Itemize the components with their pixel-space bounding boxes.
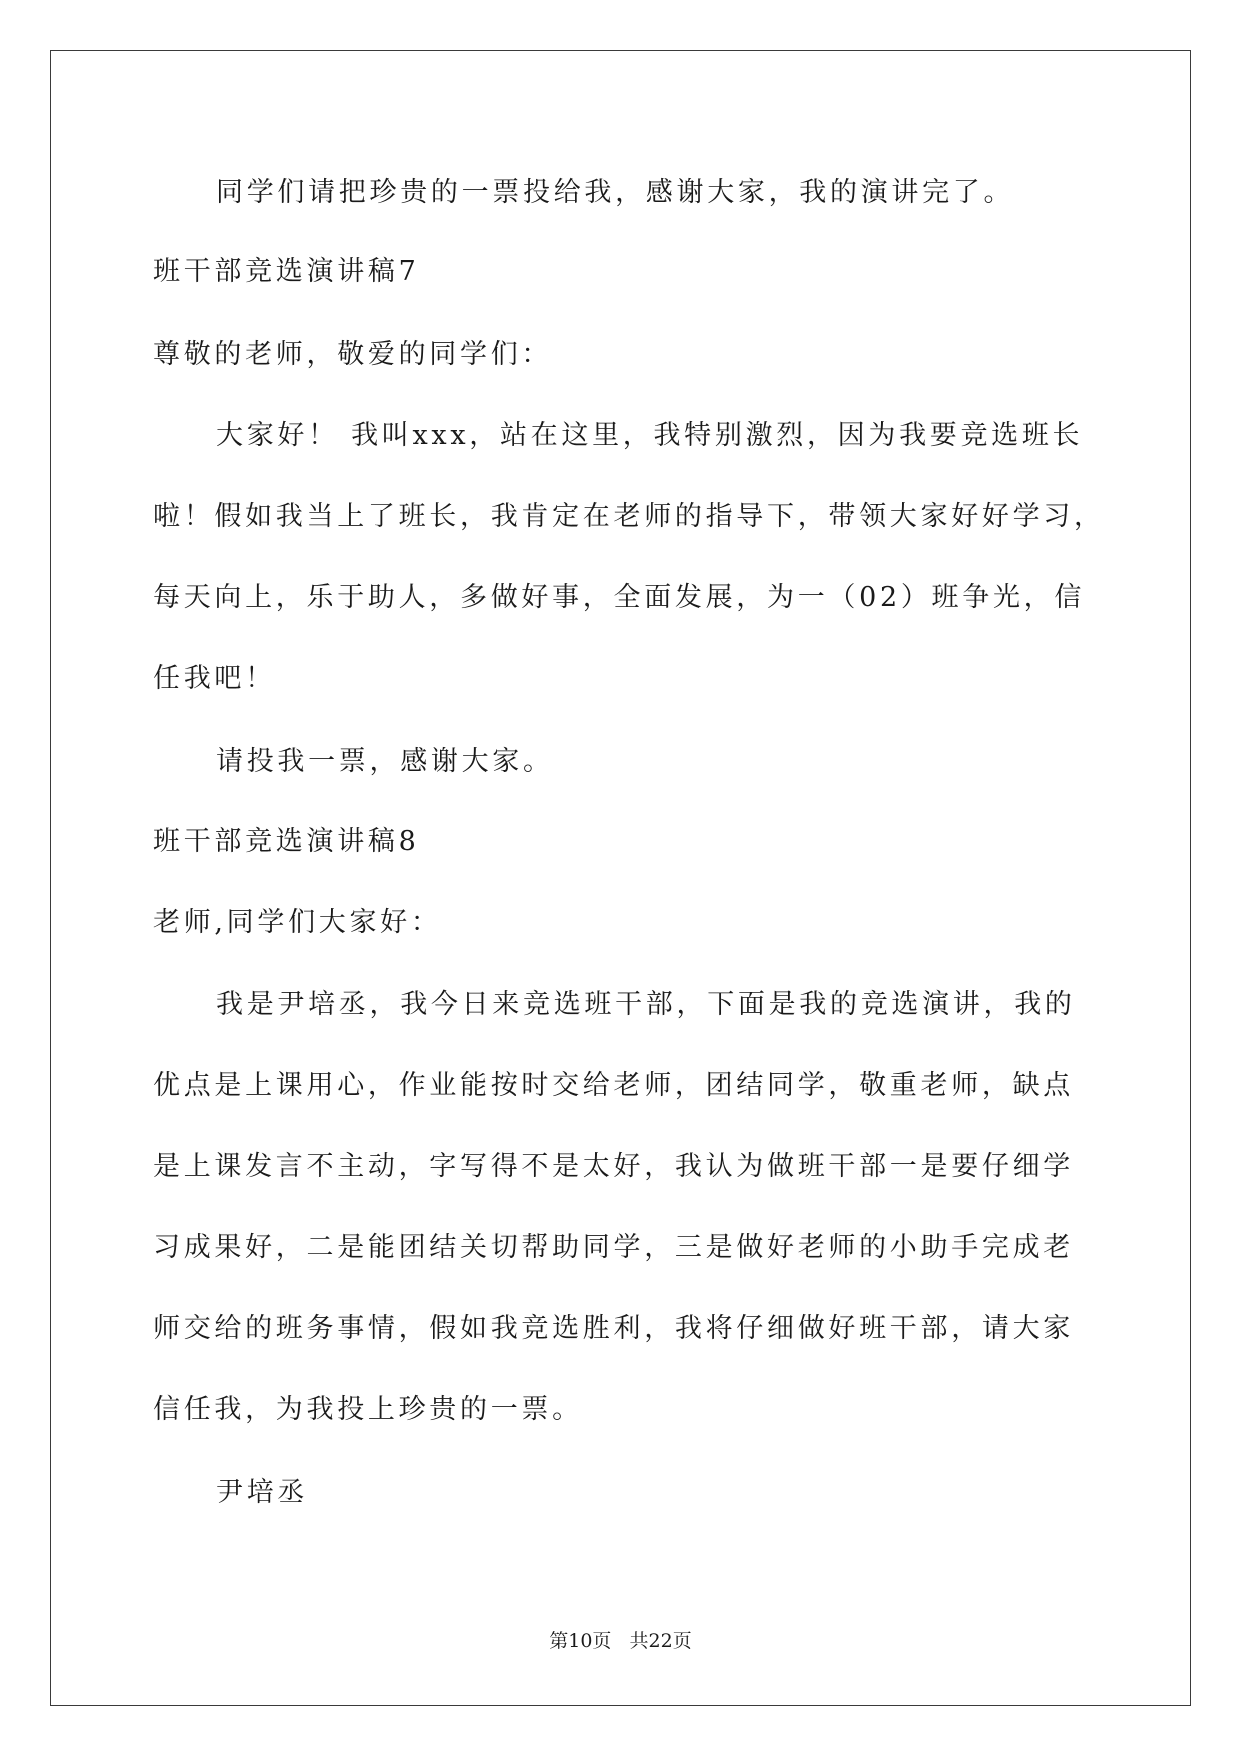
page-number-footer: 第10页 共22页: [549, 1630, 692, 1652]
section-heading-7: 班干部竞选演讲稿7: [153, 256, 420, 287]
paragraph-line: 优点是上课用心，作业能按时交给老师，团结同学，敬重老师，缺点: [153, 1070, 1074, 1101]
paragraph-line: 啦！假如我当上了班长，我肯定在老师的指导下，带领大家好好学习，: [153, 501, 1105, 532]
paragraph-line: 我是尹培丞，我今日来竞选班干部，下面是我的竞选演讲，我的: [216, 989, 1076, 1020]
paragraph-line: 同学们请把珍贵的一票投给我，感谢大家，我的演讲完了。: [216, 177, 1015, 208]
page-border: [50, 50, 1191, 1706]
paragraph-line: 信任我，为我投上珍贵的一票。: [153, 1394, 583, 1425]
paragraph-line: 是上课发言不主动，字写得不是太好，我认为做班干部一是要仔细学: [153, 1151, 1074, 1182]
salutation-line: 尊敬的老师，敬爱的同学们：: [153, 339, 553, 370]
section-heading-8: 班干部竞选演讲稿8: [153, 826, 420, 857]
paragraph-line: 任我吧！: [153, 663, 276, 694]
signature-name: 尹培丞: [216, 1477, 309, 1508]
salutation-line: 老师,同学们大家好：: [153, 907, 442, 938]
paragraph-line: 师交给的班务事情，假如我竞选胜利，我将仔细做好班干部，请大家: [153, 1313, 1074, 1344]
paragraph-line: 习成果好，二是能团结关切帮助同学，三是做好老师的小助手完成老: [153, 1232, 1074, 1263]
paragraph-line: 大家好！ 我叫xxx，站在这里，我特别激烈，因为我要竞选班长: [216, 420, 1084, 451]
paragraph-line: 请投我一票，感谢大家。: [216, 746, 554, 777]
paragraph-line: 每天向上，乐于助人，多做好事，全面发展，为一（02）班争光，信: [153, 582, 1086, 613]
